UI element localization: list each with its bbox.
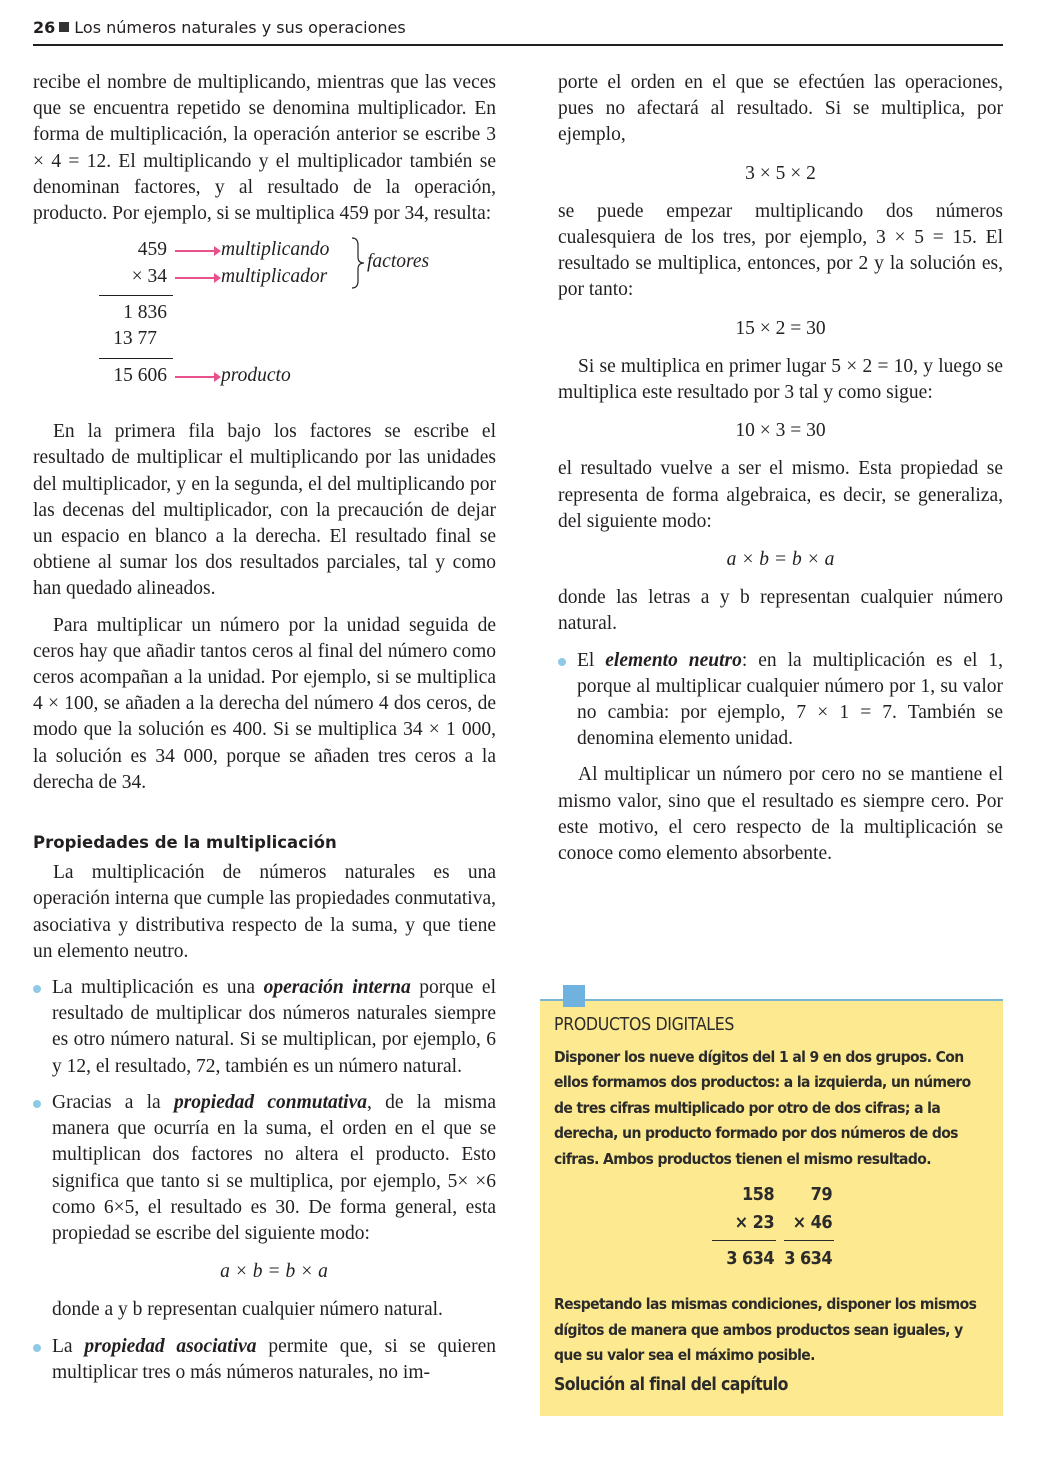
formula: 10 × 3 = 30 [735, 420, 826, 442]
formula: 3 × 5 × 2 [745, 162, 816, 184]
partial-product-2: 13 77 [113, 328, 157, 350]
multiplicand-number: 459 [137, 239, 167, 261]
text: Gracias a la [52, 1091, 174, 1113]
text: La [52, 1335, 85, 1357]
box-paragraph: Disponer los nueve dígitos del 1 al 9 en dos grupos. Con ellos formamos dos productos: a la izquierda, un número de tres cifras multiplicado por otro de dos cifras; a la derecha, un producto formado por dos números de dos cifras. Ambos productos tienen el mismo resultado. [554, 1047, 971, 1168]
puzzle-box [540, 999, 1003, 1416]
paragraph: se puede empezar multiplicando dos números cualesquiera de los tres, por ejemplo, 3 × 5 = 15. El resultado se multiplica, entonces, por 2 y la solución es, por tanto: [558, 200, 1003, 301]
bullet-icon [33, 1344, 41, 1352]
text: porque el resultado de multiplicar dos números naturales siempre es otro número natural. Si se multiplican, por ejemplo, 6 y 12, el resultado, 72, también es un número natural. [52, 977, 496, 1077]
formula: 15 × 2 = 30 [735, 317, 826, 339]
label-factores: factores [367, 251, 430, 273]
product-a-top: 158 [741, 1184, 774, 1205]
property-list [33, 975, 496, 1386]
chapter-title: Los números naturales y sus operaciones [74, 18, 406, 37]
page-number: 26 [33, 18, 56, 37]
formula: a × b = b × a [726, 549, 835, 571]
text: : en la multiplicación es el 1, porque al multiplicar cualquier número por 1, su valor no cambia: por ejemplo, 7 × 1 = 7. También se denomina elemento unidad. [577, 649, 1003, 750]
list-item [33, 1090, 496, 1324]
paragraph: La multiplicación de números naturales es una operación interna que cumple las propiedades conmutativa, asociativa y distributiva respecto de la suma, y que tiene un elemento neutro. [33, 862, 496, 962]
paragraph: recibe el nombre de multiplicando, mientras que las veces que se encuentra repetido se denomina multiplicador. En forma de multiplicación, la operación anterior se escribe 3 × 4 = 12. El multiplicando y el multiplicador también se denominan factores, y al resultado de la operación, producto. Por ejemplo, si se multiplica 459 por 34, resulta: [33, 72, 496, 225]
product-b-result: 3 634 [784, 1248, 832, 1269]
box-top-rule [540, 999, 1003, 1001]
product-b-multiplier: × 46 [792, 1212, 832, 1233]
text: La multiplicación es una [52, 977, 264, 999]
multiplication-example [33, 237, 496, 409]
section-title: Propiedades de la multiplicación [33, 833, 337, 853]
term: propiedad conmutativa [173, 1091, 367, 1113]
text: , de la misma manera que ocurría en la suma, el orden en el que se multiplican dos factores no altera el producto. Esto significa que tanto si se multiplica, por ejemplo, 5× ×6 como 6×5, el resultado es 30. De forma general, esta propiedad se escribe del siguiente modo: [52, 1091, 496, 1244]
paragraph: Para multiplicar un número por la unidad seguida de ceros hay que añadir tantos ceros al final del número como ceros acompañan a la unidad. Por ejemplo, si se multiplica 4 × 100, se añaden a la derecha del número 4 dos ceros, de modo que la solución es 400. Si se multiplica 34 × 1 000, la solución es 34 000, porque se añaden tres ceros a la derecha de 34. [33, 614, 496, 793]
left-column [33, 70, 496, 1386]
label-producto: producto [221, 365, 291, 387]
bullet-icon [33, 985, 41, 993]
arrow-icon [175, 376, 215, 378]
box-paragraph: Respetando las mismas condiciones, disponer los mismos dígitos de manera que ambos productos sean iguales, y que su valor sea el máximo posible. [554, 1295, 977, 1364]
bullet-icon [558, 658, 566, 666]
divider-line [99, 358, 173, 359]
partial-product-1: 1 836 [123, 302, 167, 324]
divider-line [99, 295, 173, 296]
page-header [33, 18, 1003, 46]
multiplier-number: × 34 [131, 266, 167, 288]
term: propiedad asociativa [84, 1335, 257, 1357]
text: permite que, si se quieren multiplicar tres o más números naturales, no im- [52, 1335, 496, 1383]
paragraph: donde las letras a y b representan cualquier número natural. [558, 587, 1003, 635]
arrow-icon [175, 250, 215, 252]
right-column [558, 70, 1003, 867]
solution-note: Solución al final del capítulo [554, 1374, 788, 1395]
product-b-top: 79 [810, 1184, 832, 1205]
paragraph: donde a y b representan cualquier número natural. [52, 1299, 443, 1321]
result-number: 15 606 [113, 365, 167, 387]
property-list [558, 648, 1003, 753]
list-item [558, 648, 1003, 753]
product-a-multiplier: × 23 [734, 1212, 774, 1233]
divider-line [784, 1240, 834, 1241]
term: elemento neutro [605, 649, 742, 671]
brace-icon [351, 237, 365, 289]
term: operación interna [263, 977, 411, 999]
label-multiplicador: multiplicador [221, 266, 328, 288]
paragraph: el resultado vuelve a ser el mismo. Esta propiedad se representa de forma algebraica, es decir, se generaliza, del siguiente modo: [558, 458, 1003, 532]
box-title: PRODUCTOS DIGITALES [554, 1015, 735, 1035]
arrow-icon [175, 277, 215, 279]
product-a-result: 3 634 [726, 1248, 774, 1269]
label-multiplicando: multiplicando [221, 239, 330, 261]
paragraph: Al multiplicar un número por cero no se mantiene el mismo valor, sino que el resultado es siempre cero. Por este motivo, el cero respecto de la multiplicación se conoce como elemento absorbente. [558, 764, 1003, 865]
divider-line [712, 1240, 776, 1241]
square-bullet-icon [59, 22, 69, 32]
text: El [577, 649, 606, 671]
paragraph: porte el orden en el que se efectúen las operaciones, pues no afectará al resultado. Si se multiplica, por ejemplo, [558, 72, 1003, 146]
formula: a × b = b × a [220, 1261, 328, 1283]
bullet-icon [33, 1100, 41, 1108]
paragraph: Si se multiplica en primer lugar 5 × 2 = 10, y luego se multiplica este resultado por 3 tal y como sigue: [558, 355, 1003, 404]
box-tab-icon [563, 985, 585, 1007]
products-example [554, 1182, 989, 1282]
list-item [33, 975, 496, 1080]
paragraph: En la primera fila bajo los factores se escribe el resultado de multiplicar el multiplicando por las unidades del multiplicador, y en la segunda, el del multiplicando por las decenas del multiplicador, con la precaución de dejar un espacio en blanco a la derecha. El resultado final se obtiene al sumar los dos resultados parciales, tal y como han quedado alineados. [33, 421, 496, 600]
list-item [33, 1334, 496, 1386]
